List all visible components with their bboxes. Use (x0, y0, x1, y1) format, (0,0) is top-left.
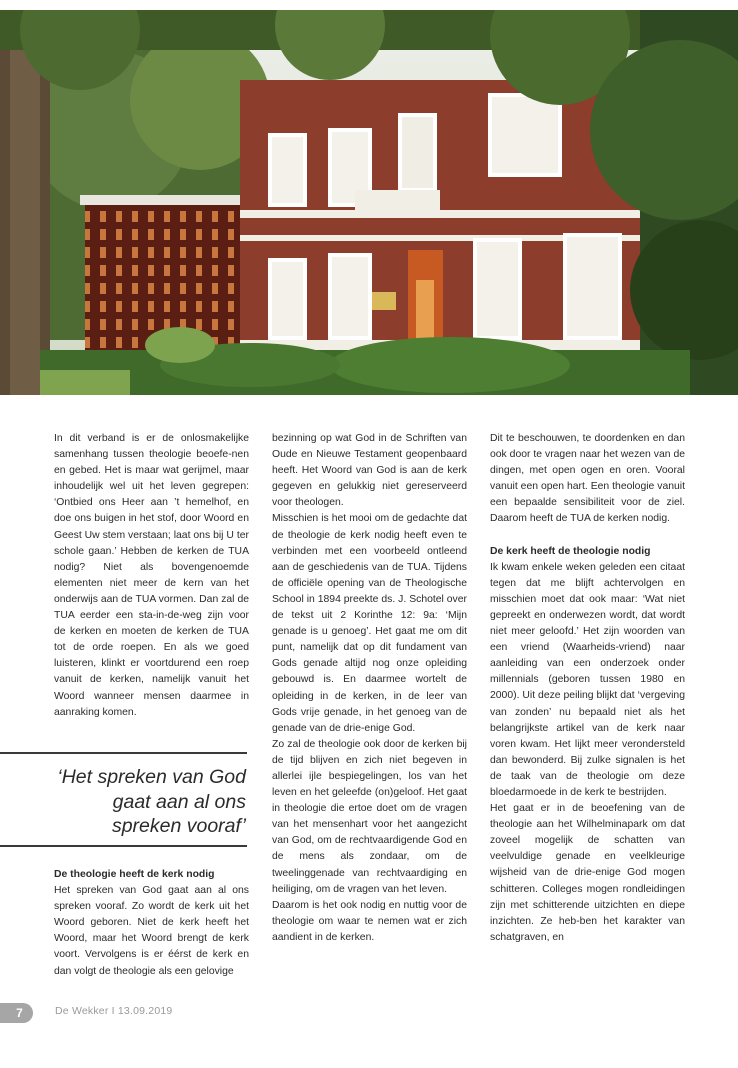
pullquote-top-rule (0, 752, 247, 754)
paragraph: Zo zal de theologie ook door de kerken bij de tijd blijven en zich niet begeven in allerlei ijle bespiegelingen, los van het leven en het geleefde (on)geloof. Het gaat in theologie die ertoe doet om de vragen van het mensenhart voor het aangezicht van God, om de rechtvaardigende God en de mens als zondaar, om de tweelinggenade van rechtvaardiging en heiliging, om de vragen van het leven. (272, 738, 467, 895)
page-number-badge: 7 (0, 1003, 33, 1023)
section-heading: De kerk heeft de theologie nodig (490, 545, 651, 557)
pull-quote (10, 765, 246, 839)
section-heading: De theologie heeft de kerk nodig (54, 869, 215, 880)
pull-quote-line: gaat aan al ons (112, 790, 246, 813)
building-illustration (0, 10, 738, 395)
footer-publication: De Wekker I 13.09.2019 (55, 1005, 173, 1017)
paragraph: bezinning op wat God in de Schriften van Oude en Nieuwe Testament geopenbaard heeft. Het Woord van God is aan de kerk gegeven en gelukkig niet gereserveerd voor theologen. (272, 433, 467, 509)
paragraph: Misschien is het mooi om de gedachte dat de theologie de kerk nodig heeft even te verbinden met een voorbeeld ontleend aan de geschiedenis van de TUA. Tijdens de officiële opening van de Theologische School in 1894 preekte ds. J. Schotel over de tekst uit 2 Korinthe 12: 9a: ‘Mijn genade is u genoeg’. Het gaat me om dit punt, namelijk dat op dit fundament van Gods genade altijd nog onze opleiding gebouwd is. En daarmee wortelt de opleiding in de kerken, in de leer van Gods vrije genade, in het genoeg van de genade van de drie-enige God. (272, 513, 467, 734)
pullquote-bottom-rule (0, 845, 247, 847)
column-2 (272, 431, 467, 946)
pull-quote-line: spreken vooraf’ (111, 815, 246, 837)
paragraph: Het gaat er in de beoefening van de theologie aan het Wilhelminapark om dat zoveel mogelijk de schatten van veelvuldige genade en veelkleurige wijsheid van de drie-enige God mogen schitteren. Colleges mogen rondleidingen zijn met schitterende uitzichten en diepe inzichten. Ze heb-ben het karakter van schatgraven, en (490, 803, 685, 943)
paragraph: Het spreken van God gaat aan al ons spreken vooraf. Zo wordt de kerk uit het Woord geboren. Niet de kerk heeft het Woord, maar het Woord brengt de kerk voort. Vervolgens is er éérst de kerk en dan volgt de theologie als een gelovige (54, 885, 249, 977)
paragraph: Ik kwam enkele weken geleden een citaat tegen dat me blijft achtervolgen en misschien moet dat ook maar: ‘Wat niet gepreekt en onderwezen wordt, dat wordt niet meer geloofd.’ Het zijn woorden van een vriend (Waarheids-vriend) naar aanleiding van een onderzoek onder millennials (geboren tussen 1980 en 2000). Uit deze peiling blijkt dat ‘vergeving van zonden’ nu bepaald niet als het belangrijkste artikel van de kerk naar voren kwam. Het lijkt meer verondersteld dan bewonderd. Bij zulke signalen is het de taak van de theologie om deze bloedarmoede in de kerk te bestrijden. (490, 561, 685, 798)
paragraph: Dit te beschouwen, te doordenken en dan ook door te vragen naar het wezen van de dingen, met open ogen en oren. Vooral vanuit een open hart. Een theologie vanuit een bepaalde sensibiliteit voor de ziel. Daarom heeft de TUA de kerken nodig. (490, 433, 685, 525)
column-3 (490, 431, 685, 946)
column-1-lower (54, 867, 249, 980)
spacer (490, 528, 685, 544)
paragraph: Daarom is het ook nodig en nuttig voor de theologie om waar te nemen wat er zich aandient in de kerken. (272, 899, 467, 943)
column-1 (54, 431, 249, 721)
pull-quote-line: ‘Het spreken van God (57, 766, 246, 788)
building-photo (0, 10, 738, 395)
paragraph: In dit verband is er de onlosmakelijke samenhang tussen theologie beoefe-nen en gebed. Het is maar wat gerijmel, maar inhoudelijk wel uit het leven gegrepen: ‘Ontbied ons Heer aan ’t hemelhof, en doe ons buigen in het stof, door Woord en Geest Uw stem verstaan; laat ons bij U ter schole gaan.’ Hebben de kerken de TUA nodig? Niet als bovengenoemde elementen niet meer de kern van het onderwijs aan de TUA vormen. Dan zal de TUA eerder een sta-in-de-weg zijn voor de kerken en moeten de kerken de TUA tot de orde roepen. En als we goed luisteren, klinkt er voortdurend een roep vanuit de kerken, namelijk vanuit het Woord wanneer mensen daarmee in aanraking komen. (54, 433, 249, 718)
